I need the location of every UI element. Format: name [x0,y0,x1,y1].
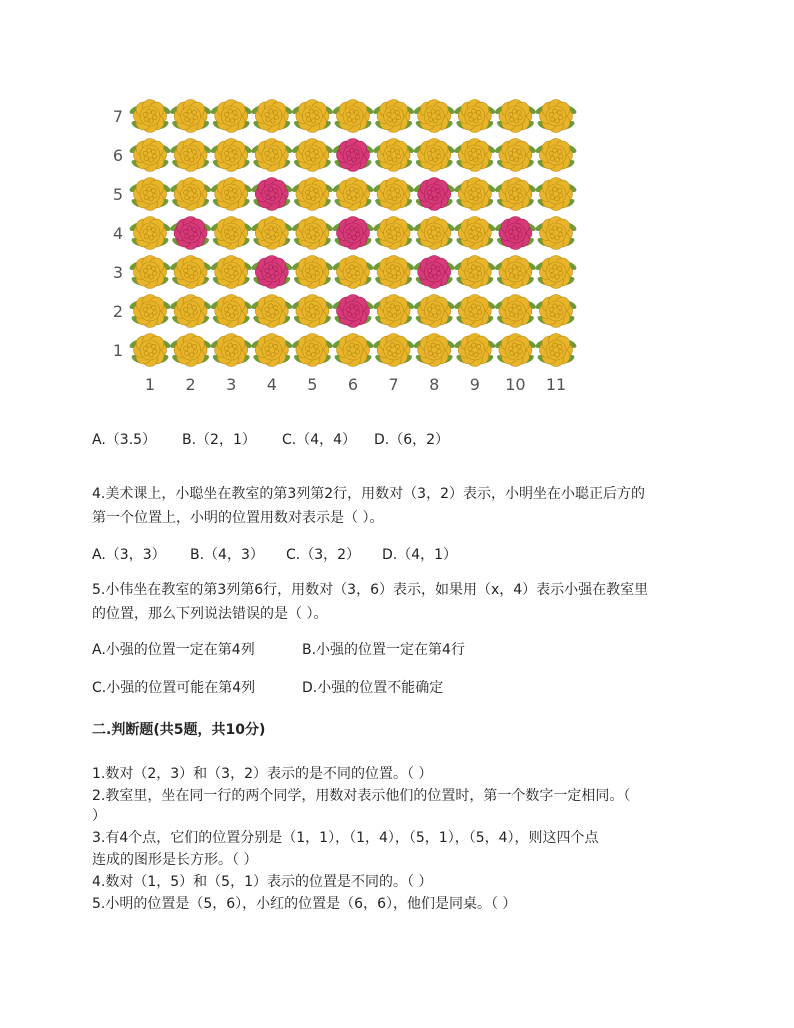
column-label: 3 [226,375,237,392]
yellow-flower [453,217,496,250]
yellow-flower [169,139,212,172]
row-label: 1 [112,341,124,360]
yellow-flower [291,256,334,289]
yellow-flower [291,295,334,328]
yellow-flower [494,295,537,328]
pink-flower [250,178,293,211]
yellow-flower [494,334,537,367]
q4-text-line1: 4.美术课上，小聪坐在教室的第3列第2行，用数对（3，2）表示，小明坐在小聪正后方的 [92,486,645,502]
q4-option-b[interactable]: B.（4，3） [190,547,264,563]
q5-option-b[interactable]: B.小强的位置一定在第4行 [302,642,465,658]
yellow-flower [250,295,293,328]
q5-option-c[interactable]: C.小强的位置可能在第4列 [92,680,256,696]
yellow-flower [372,256,415,289]
section2-heading: 二.判断题(共5题，共10分) [92,722,266,738]
yellow-flower [494,100,537,133]
yellow-flower [413,295,456,328]
tf-q5: 5.小明的位置是（5，6），小红的位置是（6，6），他们是同桌。（ ） [92,896,517,912]
yellow-flower [494,178,537,211]
yellow-flower [453,334,496,367]
yellow-flower [210,295,253,328]
tf-q1: 1.数对（2，3）和（3，2）表示的是不同的位置。（ ） [92,766,433,782]
yellow-flower [250,139,293,172]
tf-q2-line2: ） [92,808,106,824]
yellow-flower [210,139,253,172]
yellow-flower [413,334,456,367]
yellow-flower [291,217,334,250]
yellow-flower [453,178,496,211]
yellow-flower [372,139,415,172]
yellow-flower [453,256,496,289]
yellow-flower [494,256,537,289]
pink-flower [413,178,456,211]
pink-flower [169,217,212,250]
q5-option-d[interactable]: D.小强的位置不能确定 [302,680,444,696]
pink-flower [494,217,537,250]
row-labels [113,107,123,360]
column-label: 6 [347,375,359,392]
pink-flower [331,295,374,328]
yellow-flower [210,178,253,211]
tf-q3-line2: 连成的图形是长方形。（ ） [92,852,258,868]
yellow-flower [331,334,374,367]
q5-text-line1: 5.小伟坐在教室的第3列第6行，用数对（3，6）表示，如果用（x，4）表示小强在教室里 [92,582,649,598]
column-label: 4 [266,375,277,392]
q4-option-d[interactable]: D.（4，1） [382,547,458,563]
yellow-flower [453,295,496,328]
yellow-flower [128,139,171,172]
yellow-flower [250,217,293,250]
q5-option-a[interactable]: A.小强的位置一定在第4列 [92,642,255,658]
q4-option-a[interactable]: A.（3，3） [92,547,166,563]
q3-option-a[interactable]: A.（3.5） [92,432,157,448]
yellow-flower [169,178,212,211]
yellow-flower [169,295,212,328]
yellow-flower [331,178,374,211]
yellow-flower [413,217,456,250]
yellow-flower [494,139,537,172]
yellow-flower [291,139,334,172]
yellow-flower [534,100,577,133]
yellow-flower [210,256,253,289]
yellow-flower [534,217,577,250]
q5-text-line2: 的位置，那么下列说法错误的是（ ）。 [92,606,328,622]
row-label: 6 [112,146,124,165]
pink-flower [250,256,293,289]
yellow-flower [413,100,456,133]
row-label: 4 [112,224,124,243]
yellow-flower [372,100,415,133]
yellow-flower [169,100,212,133]
yellow-flower [372,178,415,211]
row-label: 2 [112,302,124,321]
column-labels [145,375,566,392]
yellow-flower [534,295,577,328]
yellow-flower [250,334,293,367]
q4-option-c[interactable]: C.（3，2） [286,547,361,563]
yellow-flower [413,139,456,172]
yellow-flower [128,334,171,367]
yellow-flower [372,334,415,367]
yellow-flower [128,178,171,211]
column-label: 8 [429,375,440,392]
q3-option-b[interactable]: B.（2，1） [182,432,256,448]
column-label: 2 [185,375,196,392]
pink-flower [331,139,374,172]
pink-flower [413,256,456,289]
column-label: 11 [545,375,567,392]
pink-flower [331,217,374,250]
yellow-flower [372,295,415,328]
row-label: 7 [112,107,124,126]
column-label: 9 [469,375,480,392]
yellow-flower [453,100,496,133]
yellow-flower [534,334,577,367]
yellow-flower [534,178,577,211]
yellow-flower [291,100,334,133]
yellow-flower [534,139,577,172]
row-label: 3 [112,263,124,282]
yellow-flower [210,100,253,133]
column-label: 10 [505,375,526,392]
q3-option-d[interactable]: D.（6，2） [374,432,450,448]
q4-text-line2: 第一个位置上，小明的位置用数对表示是（ ）。 [92,510,384,526]
flower-grid [128,100,577,367]
yellow-flower [210,334,253,367]
yellow-flower [128,295,171,328]
yellow-flower [250,100,293,133]
tf-q4: 4.数对（1，5）和（5，1）表示的位置是不同的。（ ） [92,874,433,890]
column-label: 5 [307,375,318,392]
flower-grid-figure [100,92,580,392]
yellow-flower [372,217,415,250]
yellow-flower [331,100,374,133]
yellow-flower [534,256,577,289]
yellow-flower [453,139,496,172]
column-label: 1 [144,375,156,392]
yellow-flower [128,256,171,289]
yellow-flower [291,334,334,367]
yellow-flower [128,217,171,250]
yellow-flower [210,217,253,250]
q3-option-c[interactable]: C.（4，4） [282,432,357,448]
tf-q3-line1: 3.有4个点，它们的位置分别是（1，1），（1，4），（5，1），（5，4），则这四个点 [92,830,599,846]
yellow-flower [128,100,171,133]
tf-q2-line1: 2.教室里，坐在同一行的两个同学，用数对表示他们的位置时，第一个数字一定相同。（ [92,788,631,804]
yellow-flower [169,334,212,367]
yellow-flower [169,256,212,289]
column-label: 7 [388,375,399,392]
row-label: 5 [112,185,124,204]
yellow-flower [291,178,334,211]
yellow-flower [331,256,374,289]
